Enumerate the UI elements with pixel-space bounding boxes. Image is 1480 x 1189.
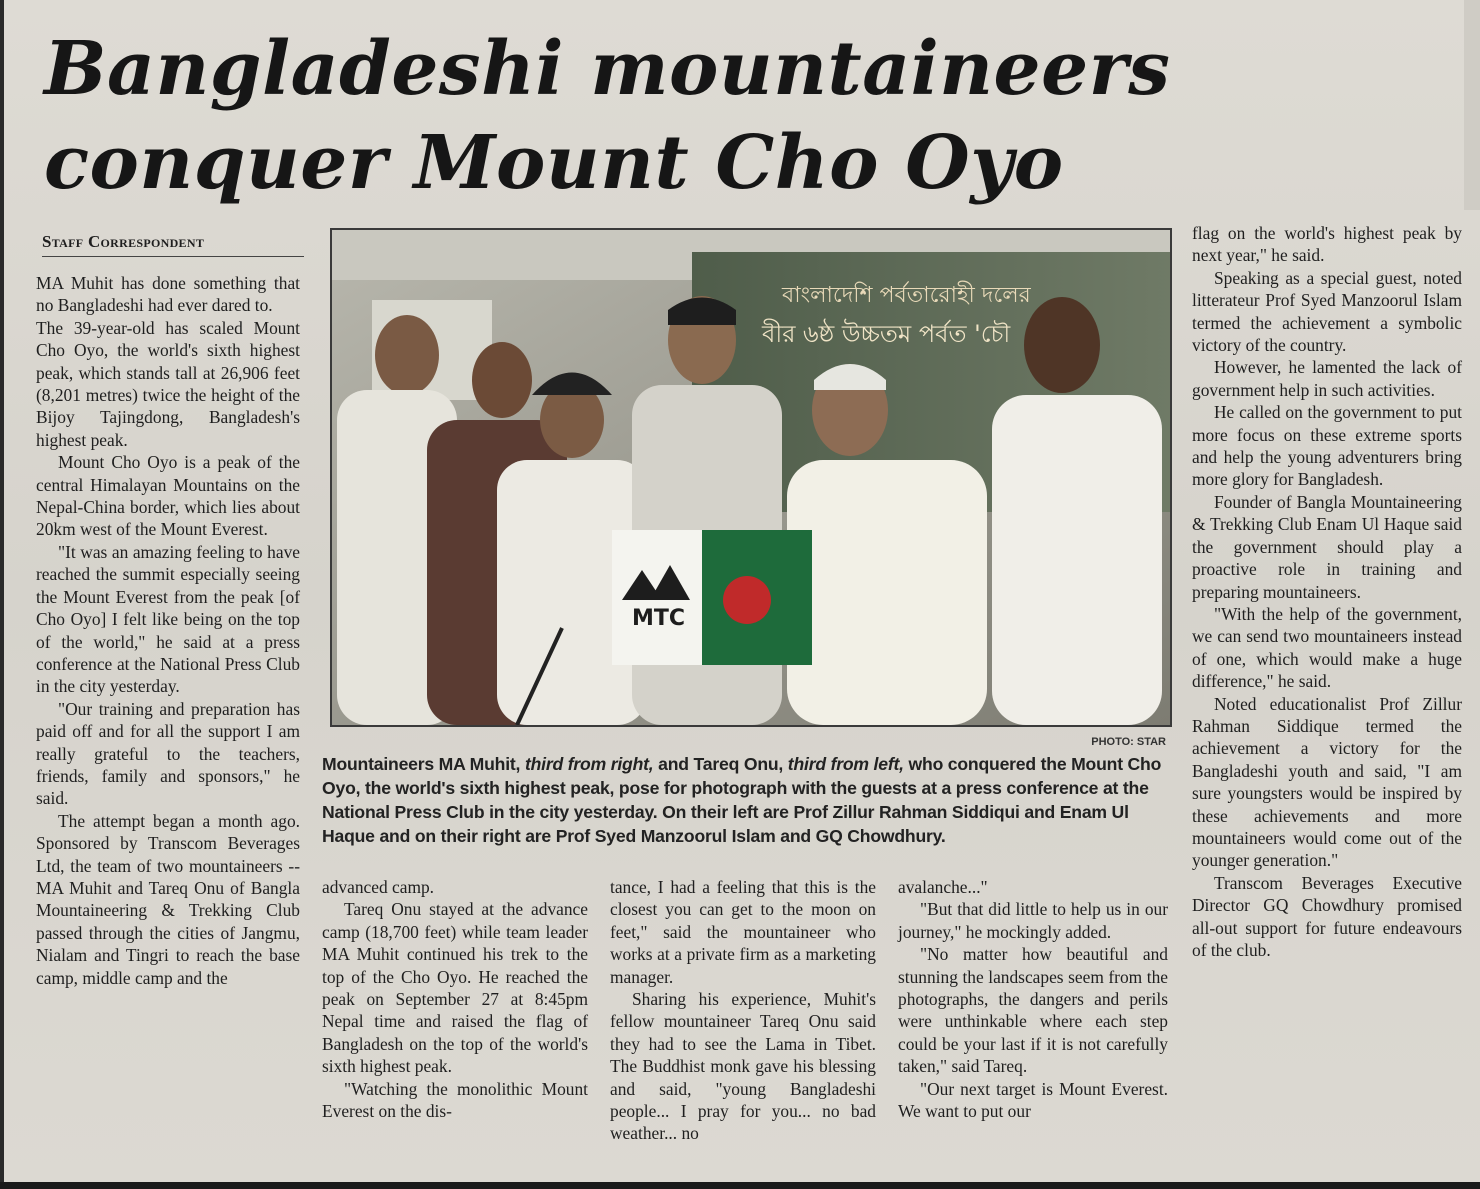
held-flag: [612, 530, 812, 665]
byline: Staff Correspondent: [42, 232, 205, 251]
caption-emphasis: third from right,: [524, 754, 654, 774]
banner-text-line-1: বাংলাদেশি পর্বতারোহী দলের: [782, 283, 1031, 308]
paragraph: advanced camp.: [322, 877, 435, 897]
paragraph: Speaking as a special guest, noted litterateur Prof Syed Manzoorul Islam termed the achievement a symbolic victory of the country.: [1192, 267, 1462, 356]
paragraph: Mount Cho Oyo is a peak of the central Himalayan Mountains on the Nepal-China border, which lies about 20km west of the Mount Everest.: [36, 452, 300, 540]
banner-text-line-2: বীর ৬ষ্ঠ উচ্চতম পর্বত 'চৌ: [762, 320, 1011, 348]
paragraph: The attempt began a month ago. Sponsored by Transcom Beverages Ltd, the team of two mountaineers -- MA Muhit and Tareq Onu of Bangla Mountaineering & Trekking Club passed through the cities of Jangmu, Nialam and Tingri to reach the base camp, middle camp and the: [36, 810, 300, 988]
paragraph: Tareq Onu stayed at the advance camp (18,700 feet) while team leader MA Muhit continued his trek to the top of the Cho Oyo. He reached the peak on September 27 at 8:45pm Nepal time and raised the flag of Bangladesh on the top of the world's sixth highest peak.: [322, 899, 588, 1077]
byline-rule: [42, 256, 304, 257]
paragraph: flag on the world's highest peak by next year," he said.: [1192, 223, 1462, 266]
paragraph: tance, I had a feeling that this is the closest you can get to the moon on feet," said the mountaineer who works at a private firm as a marketing manager.: [610, 877, 876, 987]
photo-illustration: [332, 230, 1170, 725]
paragraph: avalanche...": [898, 877, 988, 897]
caption-text: and Tareq Onu,: [653, 754, 788, 774]
press-conference-photo: [330, 228, 1172, 727]
paragraph: Sharing his experience, Muhit's fellow mountaineer Tareq Onu said they had to see the Lama in Tibet. The Buddhist monk gave his blessing and said, "young Bangladeshi people... I pray for you... no bad weather... no: [610, 989, 876, 1144]
caption-text: Mountaineers MA Muhit,: [322, 754, 525, 774]
paragraph: "No matter how beautiful and stunning the landscapes seem from the photographs, the dangers and perils were unthinkable where each step could be your last if it is not carefully taken," said Tareq.: [898, 944, 1168, 1077]
paragraph: The 39-year-old has scaled Mount Cho Oyo, the world's sixth highest peak, which stands tall at 26,906 feet (8,201 metres) twice the height of the Bijoy Tajingdong, Bangladesh's highest peak.: [36, 317, 300, 450]
photo-caption: [322, 752, 1170, 848]
paragraph: Noted educationalist Prof Zillur Rahman Siddique termed the achievement a victory for the Bangladeshi youth and said, "I am sure youngsters would be inspired by these achievements and more mountaineers would come out of the younger generation.": [1192, 693, 1462, 871]
paragraph: He called on the government to put more focus on these extreme sports and help the young adventurers bring more glory for Bangladesh.: [1192, 402, 1462, 490]
flag-logo-text: MTC: [632, 606, 686, 631]
paragraph: "With the help of the government, we can send two mountaineers instead of one, which would make a huge difference," he said.: [1192, 603, 1462, 692]
paragraph: "Our next target is Mount Everest. We want to put our: [898, 1078, 1168, 1122]
paragraph: "Our training and preparation has paid off and for all the support I am really grateful to the teachers, friends, family and sponsors," he said.: [36, 698, 300, 809]
article-column-2: [322, 876, 588, 1176]
page-edge-shadow: [0, 0, 4, 1189]
paragraph: Founder of Bangla Mountaineering & Trekking Club Enam Ul Haque said the government should play a proactive role in training and preparing mountaineers.: [1192, 491, 1462, 602]
article-column-1: [36, 272, 300, 1172]
headline: Bangladeshi mountaineers conquer Mount Cho Oyo: [44, 26, 1171, 206]
bottom-rule: [0, 1182, 1480, 1189]
article-column-3: [610, 876, 876, 1176]
article-column-5: [1192, 222, 1462, 1172]
adjacent-article-strip: [1464, 0, 1480, 210]
paragraph: Transcom Beverages Executive Director GQ Chowdhury promised all-out support for future endeavours of the club.: [1192, 872, 1462, 960]
paragraph: "Watching the monolithic Mount Everest on the dis-: [322, 1078, 588, 1122]
caption-emphasis: third from left,: [787, 754, 904, 774]
caption-text: who conquered the Mount Cho Oyo, the world's sixth highest peak, pose for photograph with the guests at a press conference at the National Press Club in the city yesterday. On their left are Prof Zillur Rahman Siddiqui and Enam Ul Haque and on their right are Prof Syed Manzoorul Islam and GQ Chowdhury.: [322, 754, 1162, 846]
paragraph: MA Muhit has done something that no Bangladeshi had ever dared to.: [36, 273, 300, 316]
paragraph: However, he lamented the lack of government help in such activities.: [1192, 357, 1462, 400]
paragraph: "It was an amazing feeling to have reached the summit especially seeing the Mount Everest from the peak [of Cho Oyo] I felt like being on the top of the world," he said at a press conference at the National Press Club in the city yesterday.: [36, 541, 300, 697]
photo-credit: PHOTO: STAR: [1091, 736, 1166, 748]
article-column-4: [898, 876, 1168, 1176]
paragraph: "But that did little to help us in our journey," he mockingly added.: [898, 899, 1168, 942]
